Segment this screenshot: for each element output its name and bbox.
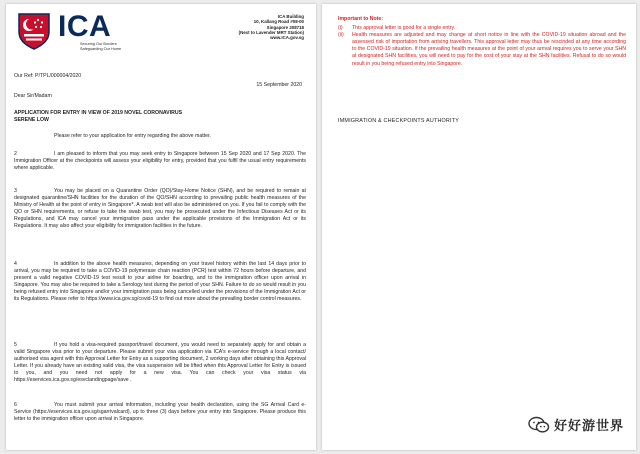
paragraph-1: Please refer to your application for entry regarding the above matter.: [54, 133, 211, 139]
agency-name: ICA: [58, 10, 112, 43]
wechat-icon: [528, 416, 550, 434]
paragraph-3: 3 You may be placed on a Quarantine Order (QO)/Stay-Home Notice (SHN), and be required to remain at designated quarantine/SHN facilities for the duration of the QO/SHN according to prevailing public health measures of the Ministry of Health at the point of entry in Singapore*. A swab test will also be administered on you. If you fail to comply with the QO or SHN requirements, or refuse to take the swab test, you may be prosecuted under the Infectious Diseases Act or its Regulations, and ICA may cancel your immigration pass under the applicable provisions of the Immigration Act or its Regulations. It may also affect your eligibility for immigration facilities in the future.: [14, 188, 306, 230]
letter-page-1: [6, 4, 316, 450]
salutation: Dear Sir/Madam: [14, 93, 52, 99]
important-notes: [338, 16, 626, 68]
letter-page-2: [322, 4, 636, 450]
paragraph-4: 4 In addition to the above health measures, depending on your travel history within the last 14 days prior to arrival, you may be required to take a COVID-19 polymerase chain reaction (PCR) test within 72 hours before departure, and present a valid negative COVID-19 test result to your airline for boarding, and to the immigration officer upon arrival in Singapore. You may also be required to take a Serology test during the period of your SHN. Failure to do so would result in you being refused entry into Singapore and/or your immigration pass being cancelled under the provisions of the Immigration Act or its Regulations. Please refer to https://www.ica.gov.sg/covid-19 to find out more about the prevailing border control measures.: [14, 261, 306, 303]
paragraph-number: 5: [14, 342, 17, 348]
authority-signature: IMMIGRATION & CHECKPOINTS AUTHORITY: [338, 118, 460, 124]
watermark-text: 好好游世界: [553, 418, 624, 433]
paragraph-number: 3: [14, 188, 17, 194]
paragraph-6: 6 You must submit your arrival information, including your health declaration, using the SG Arrival Card e-Service (https://eservices.ica.gov.sg/sgarrivalcard), up to three (3) days before your entry into Singapore. Please produce this letter to the immigration officer upon arrival in Singapore.: [14, 402, 306, 423]
paragraph-number: 4: [14, 261, 17, 267]
wechat-watermark: [528, 415, 624, 434]
paragraph-number: 6: [14, 402, 17, 408]
agency-tagline: Securing Our Borders Safeguarding Our Home: [80, 42, 122, 51]
paragraph-2: 2 I am pleased to inform that you may seek entry to Singapore between 15 Sep 2020 and 17 Sep 2020. The Immigration Officer at the checkpoints will assess your eligibility for entry, provided that you fulfil the usual entry requirements where applicable.: [14, 151, 306, 172]
paragraph-number: 2: [14, 151, 17, 157]
ica-logo: [16, 12, 146, 54]
letter-date: 15 September 2020: [256, 82, 302, 88]
paragraph-5: 5 If you hold a visa-required passport/travel document, you would need to separately apply for and obtain a valid Singapore visa prior to your departure. Please submit your visa application via ICA's e-service through a local contact/ authorised visa agent with this Approval Letter for Entry as a supporting document, 2 working days after obtaining this Approval Letter. If you already have an existing valid visa, the visa suspension will be lifted when this Approval Letter for Entry is issued to you, and you need not apply for a new visa. You can check your visa status via https://eservices.ica.gov.sg/esvclandingpage/save .: [14, 342, 306, 384]
ica-crest-icon: [16, 12, 52, 50]
reference-number: Our Ref: P/TPL/000004/2020: [14, 73, 82, 79]
note-item: (i) This approval letter is good for a single entry.: [338, 25, 456, 32]
letter-subject: APPLICATION FOR ENTRY IN VIEW OF 2019 NOVEL CORONAVIRUS SERENE LOW: [14, 110, 183, 124]
notes-title: Important to Note:: [338, 16, 383, 22]
agency-address: ICA Building 10, Kallang Road #08-00 Singapore 208718 (Next to Lavender MRT Station) www.ICA.gov.sg: [238, 14, 304, 41]
note-item: (ii) Health measures are adjusted and may change at short notice in line with the COVID-19 situation abroad and the assessed risk of importation from arriving travellers. This approval letter may thus be rescinded at any time according to the COVID-19 situation. If the prevailing health measures at the point of your arrival requires you to serve your SHN at designated SHN facilities, you will need to pay for the cost of your stay at the SHN facilities. Refusal to do so would result in you being refused entry into Singapore.: [338, 32, 626, 67]
